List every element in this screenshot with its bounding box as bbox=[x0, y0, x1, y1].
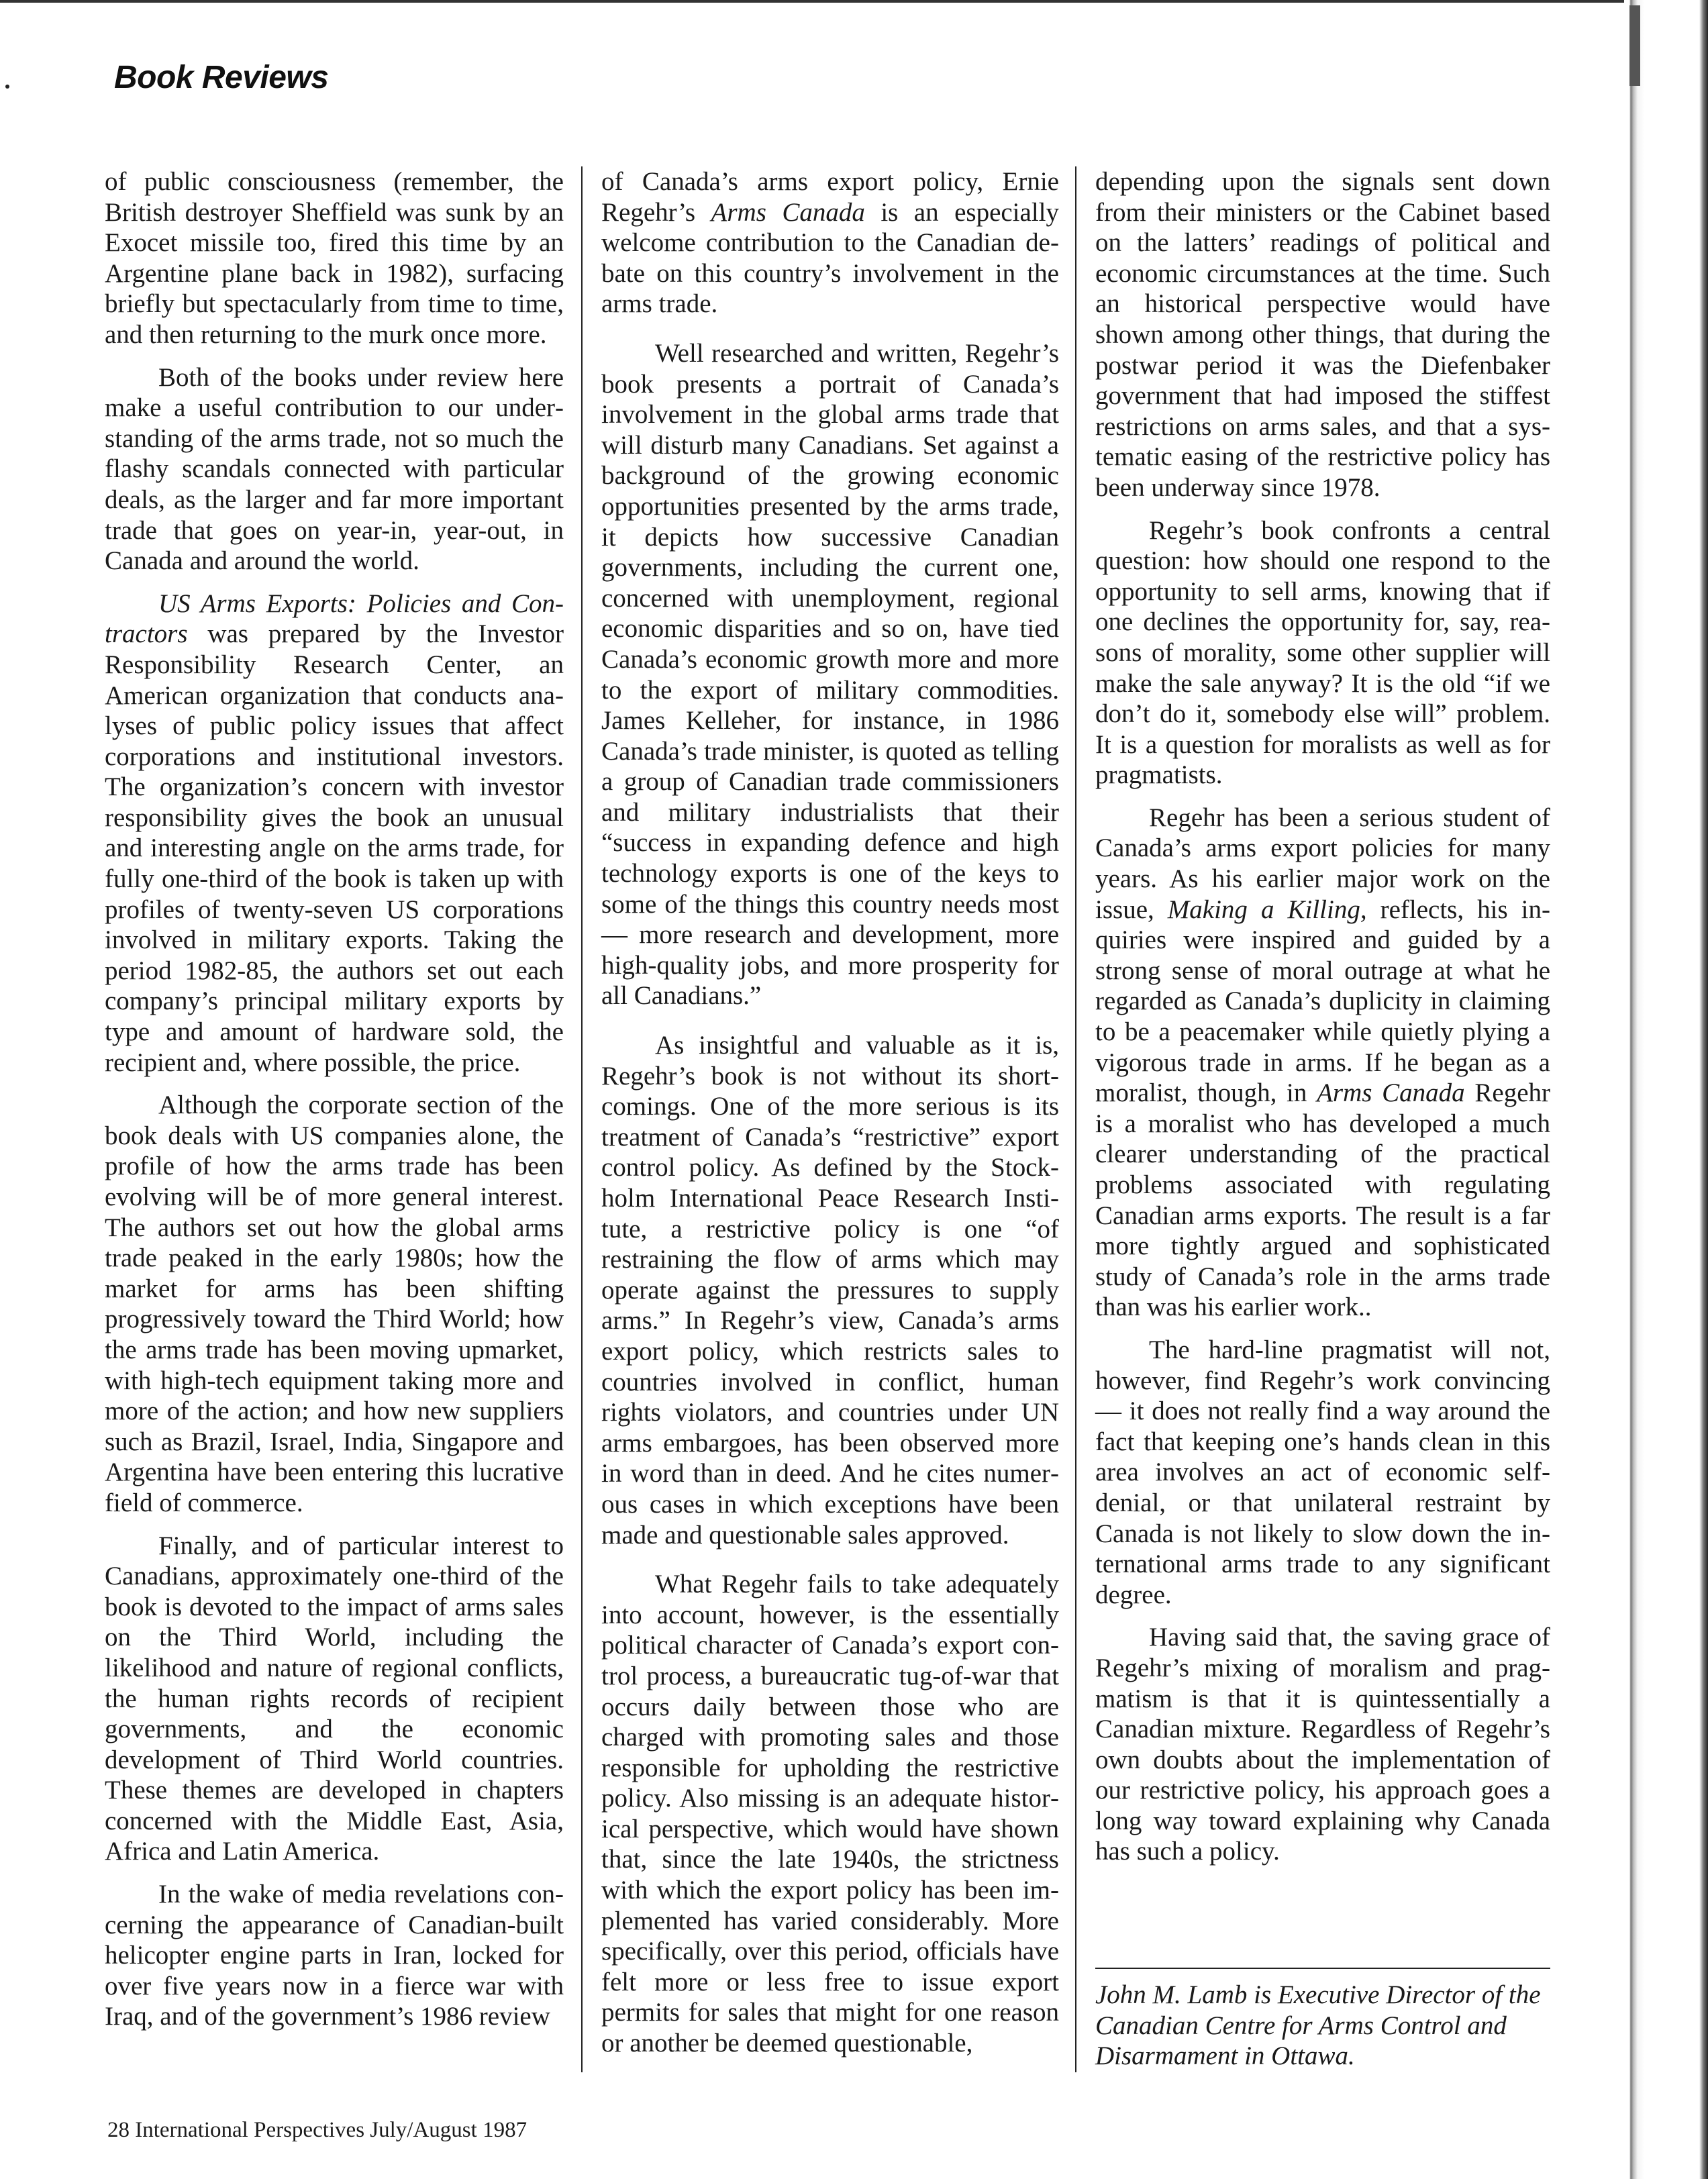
section-title: Book Reviews bbox=[114, 60, 329, 95]
paragraph bbox=[105, 589, 564, 1078]
paragraph-text: reflects, his inquiries were inspired and guided by a strong sense of moral outrage at what he regarded as Canada’s duplicity in claiming to be a peacemaker while quietly plying a vigorous trade in arms. If he began as a moralist, though, in bbox=[1095, 895, 1550, 1108]
paragraph: Both of the books under review here make a useful contribution to our understanding of the arms trade, not so much the flashy scandals connected with particular deals, as the larger and far more important trade that goes on year-in, year-out, in Canada and around the world. bbox=[105, 362, 564, 576]
bio-divider bbox=[1095, 1968, 1550, 1969]
paragraph: Having said that, the saving grace of Regehr’s mixing of moralism and pragmatism is that it is quintessentially a Canadian mixture. Regardless of Regehr’s own doubts about the implementation of our restrictive policy, his approach goes a long way toward explaining why Canada has such a policy. bbox=[1095, 1623, 1550, 1866]
paragraph-text: was prepared by the Investor Responsibility Research Center, an American organization that conducts analyses of public policy issues that affect corporations and institutional investors. The organization’s concern with investor responsibility gives the book an unusual and interesting angle on the arms trade, for fully one-third of the book is taken up with profiles of twenty-seven US corporations involved in military exports. Taking the period 1982-85, the authors set out each company’s principal military exports by type and amount of hardware sold, the recipient and, where possible, the price. bbox=[105, 619, 564, 1077]
column-divider bbox=[1075, 166, 1076, 2072]
paragraph: of public consciousness (remember, the British destroyer Sheffield was sunk by an Exocet missile too, fired this time by an Argentine plane back in 1982), surfacing briefly but spectacularly from time to time, and then returning to the murk once more. bbox=[105, 167, 564, 349]
author-bio: John M. Lamb is Executive Director of the Canadian Centre for Arms Control and Disarmament in Ottawa. bbox=[1095, 1980, 1541, 2071]
book-title: Arms Canada bbox=[1317, 1078, 1465, 1108]
paragraph: In the wake of media revelations concerning the appearance of Canadian-built helicopter engine parts in Iran, locked for over five years now in a fierce war with Iraq, and of the government’s 1986 review bbox=[105, 1880, 564, 2031]
book-title: Making a Killing, bbox=[1167, 895, 1367, 924]
paragraph: depending upon the signals sent down from their ministers or the Cabinet based on the latters’ readings of political and economic circumstances at the time. Such an historical perspective would have shown among other things, that during the postwar period it was the Diefenbaker government that had imposed the stiffest restrictions on arms sales, and that a systematic easing of the restrictive policy has been underway since 1978. bbox=[1095, 167, 1550, 502]
column-2 bbox=[601, 166, 1059, 2071]
paragraph: Well researched and written, Regehr’s book presents a portrait of Canada’s involvement in the global arms trade that will disturb many Canadians. Set against a background of the growing economic opportunities presented by the arms trade, it depicts how successive Canadian governments, including the current one, concerned with unemployment, regional economic disparities and so on, have tied Canada’s economic growth more and more to the export of military commodities. James Kelleher, for instance, in 1986 Canada’s trade minister, is quoted as telling a group of Canadian trade commissioners and military industrialists that their “success in expanding defence and high technology exports is one of the keys to some of the things this country needs most — more research and development, more high-quality jobs, and more prosperity for all Canadians.” bbox=[601, 338, 1059, 1011]
column-3 bbox=[1095, 166, 1550, 1879]
paragraph: Although the corporate section of the book deals with US companies alone, the profile of how the arms trade has been evolving will be of more general interest. The authors set out how the global arms trade peaked in the early 1980s; how the market for arms has been shifting progressively toward the Third World; how the arms trade has been moving upmarket, with high-tech equipment taking more and more of the action; and how new suppliers such as Brazil, Israel, India, Singapore and Argentina have been entering this lucrative field of commerce. bbox=[105, 1091, 564, 1517]
book-title: US Arms Exports: Policies and Contractors bbox=[105, 589, 564, 649]
scan-right-edge bbox=[1624, 0, 1708, 2179]
page-top-border bbox=[0, 0, 1708, 3]
paragraph: What Regehr fails to take adequately into account, however, is the essentially political character of Canada’s export control process, a bureaucratic tug-of-war that occurs daily between those who are charged with promoting sales and those responsible for upholding the restrictive policy. Also missing is an adequate historical perspective, which would have shown that, since the late 1940s, the strictness with which the export policy has been implemented has varied considerably. More specifically, over this period, officials have felt more or less free to issue export permits for sales that might for one reason or another be deemed questionable, bbox=[601, 1570, 1059, 2058]
column-divider bbox=[581, 166, 583, 2072]
paragraph-text: Regehr has been a serious student of Canada’s arms export policies for many years. As his earlier major work on the issue, bbox=[1095, 803, 1550, 924]
paragraph: Finally, and of particular interest to Canadians, approximately one-third of the book is devoted to the impact of arms sales on the Third World, including the likelihood and nature of regional conflicts, the human rights records of recipient governments, and the economic development of Third World countries. These themes are developed in chapters concerned with the Middle East, Asia, Africa and Latin America. bbox=[105, 1531, 564, 1866]
paragraph bbox=[1095, 803, 1550, 1323]
paragraph: Regehr’s book confronts a central question: how should one respond to the opportunity to sell arms, knowing that if one declines the opportunity for, say, reasons of morality, some other supplier will make the sale anyway? It is the old “if we don’t do it, somebody else will” problem. It is a question for moralists as well as for pragmatists. bbox=[1095, 515, 1550, 790]
scan-speck bbox=[5, 85, 9, 89]
paragraph-text: Regehr is a moralist who has developed a much clearer understanding of the practical problems associated with regulating Canadian arms exports. The result is a far more tightly argued and sophisticated study of Canada’s role in the arms trade than was his earlier work.. bbox=[1095, 1078, 1550, 1322]
paragraph bbox=[601, 166, 1059, 319]
paragraph-text: of Canada’s arms export policy, Ernie Regehr’s bbox=[601, 167, 1059, 227]
book-title: Arms Canada bbox=[711, 197, 865, 227]
scan-binding-mark bbox=[1629, 5, 1640, 86]
column-1 bbox=[105, 166, 564, 2044]
paragraph: The hard-line pragmatist will not, however, find Regehr’s work convincing — it does not really find a way around the fact that keeping one’s hands clean in this area involves an act of economic self-denial, or that unilateral restraint by Canada is not likely to slow down the international arms trade to any significant degree. bbox=[1095, 1335, 1550, 1609]
paragraph-text: is an especially welcome contribution to the Canadian debate on this country’s involvement in the arms trade. bbox=[601, 197, 1059, 319]
page-footer: 28 International Perspectives July/August 1987 bbox=[107, 2118, 528, 2142]
paragraph: As insightful and valuable as it is, Regehr’s book is not without its shortcomings. One of the more serious is its treatment of Canada’s “restrictive” export control policy. As defined by the Stockholm International Peace Research Institute, a restrictive policy is one “of restraining the flow of arms which may operate against the pressures to supply arms.” In Regehr’s view, Canada’s arms export policy, which restricts sales to countries involved in conflict, human rights violators, and countries under UN arms embargoes, has been observed more in word than in deed. And he cites numerous cases in which exceptions have been made and questionable sales approved. bbox=[601, 1031, 1059, 1550]
